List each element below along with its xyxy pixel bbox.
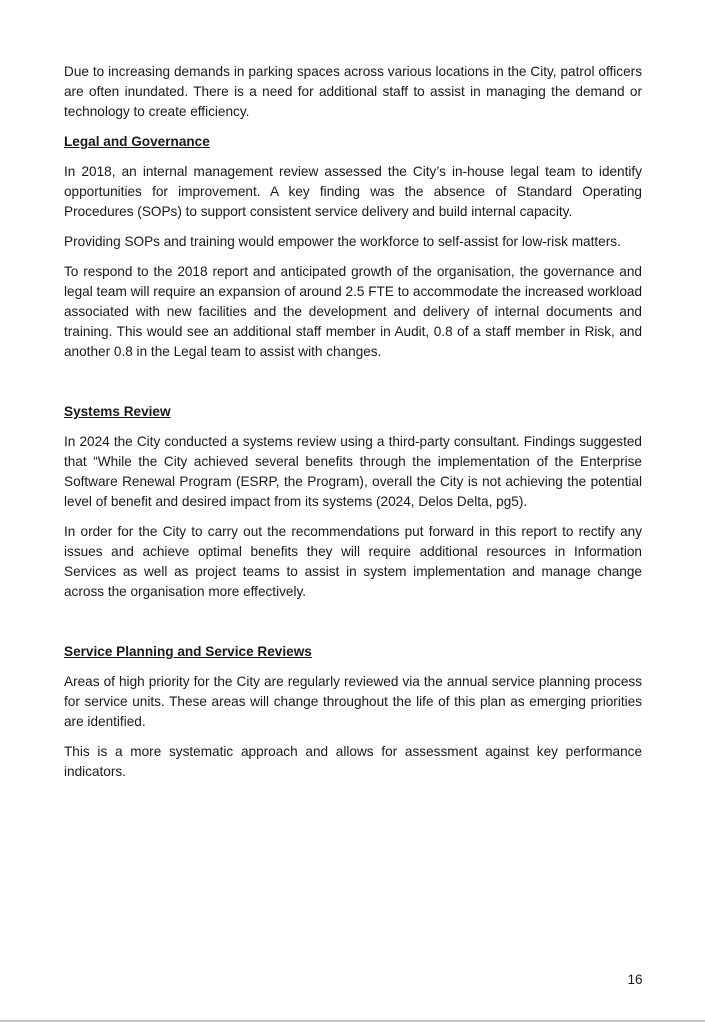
paragraph: In 2018, an internal management review assessed the City’s in-house legal team to identify opportunities for improvement. A key finding was the absence of Standard Operating Procedures (SOPs) to support consistent service delivery and build internal capacity. xyxy=(64,164,642,219)
paragraph: Areas of high priority for the City are regularly reviewed via the annual service planning process for service units. These areas will change throughout the life of this plan as emerging priorities are identified. xyxy=(64,674,642,729)
paragraph: Providing SOPs and training would empower the workforce to self-assist for low-risk matters. xyxy=(64,234,621,249)
page-content xyxy=(64,62,642,792)
paragraph: This is a more systematic approach and allows for assessment against key performance indicators. xyxy=(64,744,642,779)
paragraph: In 2024 the City conducted a systems review using a third-party consultant. Findings suggested that “While the City achieved several benefits through the implementation of the Enterprise Software Renewal Program (ESRP, the Program), overall the City is not achieving the potential level of benefit and desired impact from its systems (2024, Delos Delta, pg5). xyxy=(64,434,642,509)
section-systems-review xyxy=(64,402,642,602)
section-heading: Systems Review xyxy=(64,404,171,419)
section-spacer xyxy=(64,612,642,642)
page-number: 16 xyxy=(627,972,643,987)
section-service-planning xyxy=(64,642,642,782)
paragraph: To respond to the 2018 report and anticipated growth of the organisation, the governance and legal team will require an expansion of around 2.5 FTE to accommodate the increased workload associated with new facilities and the development and delivery of internal documents and training. This would see an additional staff member in Audit, 0.8 of a staff member in Risk, and another 0.8 in the Legal team to assist with changes. xyxy=(64,264,642,359)
intro-paragraph: Due to increasing demands in parking spaces across various locations in the City, patrol officers are often inundated. There is a need for additional staff to assist in managing the demand or technology to create efficiency. xyxy=(64,64,642,119)
paragraph: In order for the City to carry out the recommendations put forward in this report to rectify any issues and achieve optimal benefits they will require additional resources in Information Services as well as project teams to assist in system implementation and manage change across the organisation more effectively. xyxy=(64,524,642,599)
section-heading: Service Planning and Service Reviews xyxy=(64,644,312,659)
section-legal-and-governance xyxy=(64,132,642,362)
section-heading: Legal and Governance xyxy=(64,134,210,149)
section-spacer xyxy=(64,372,642,402)
